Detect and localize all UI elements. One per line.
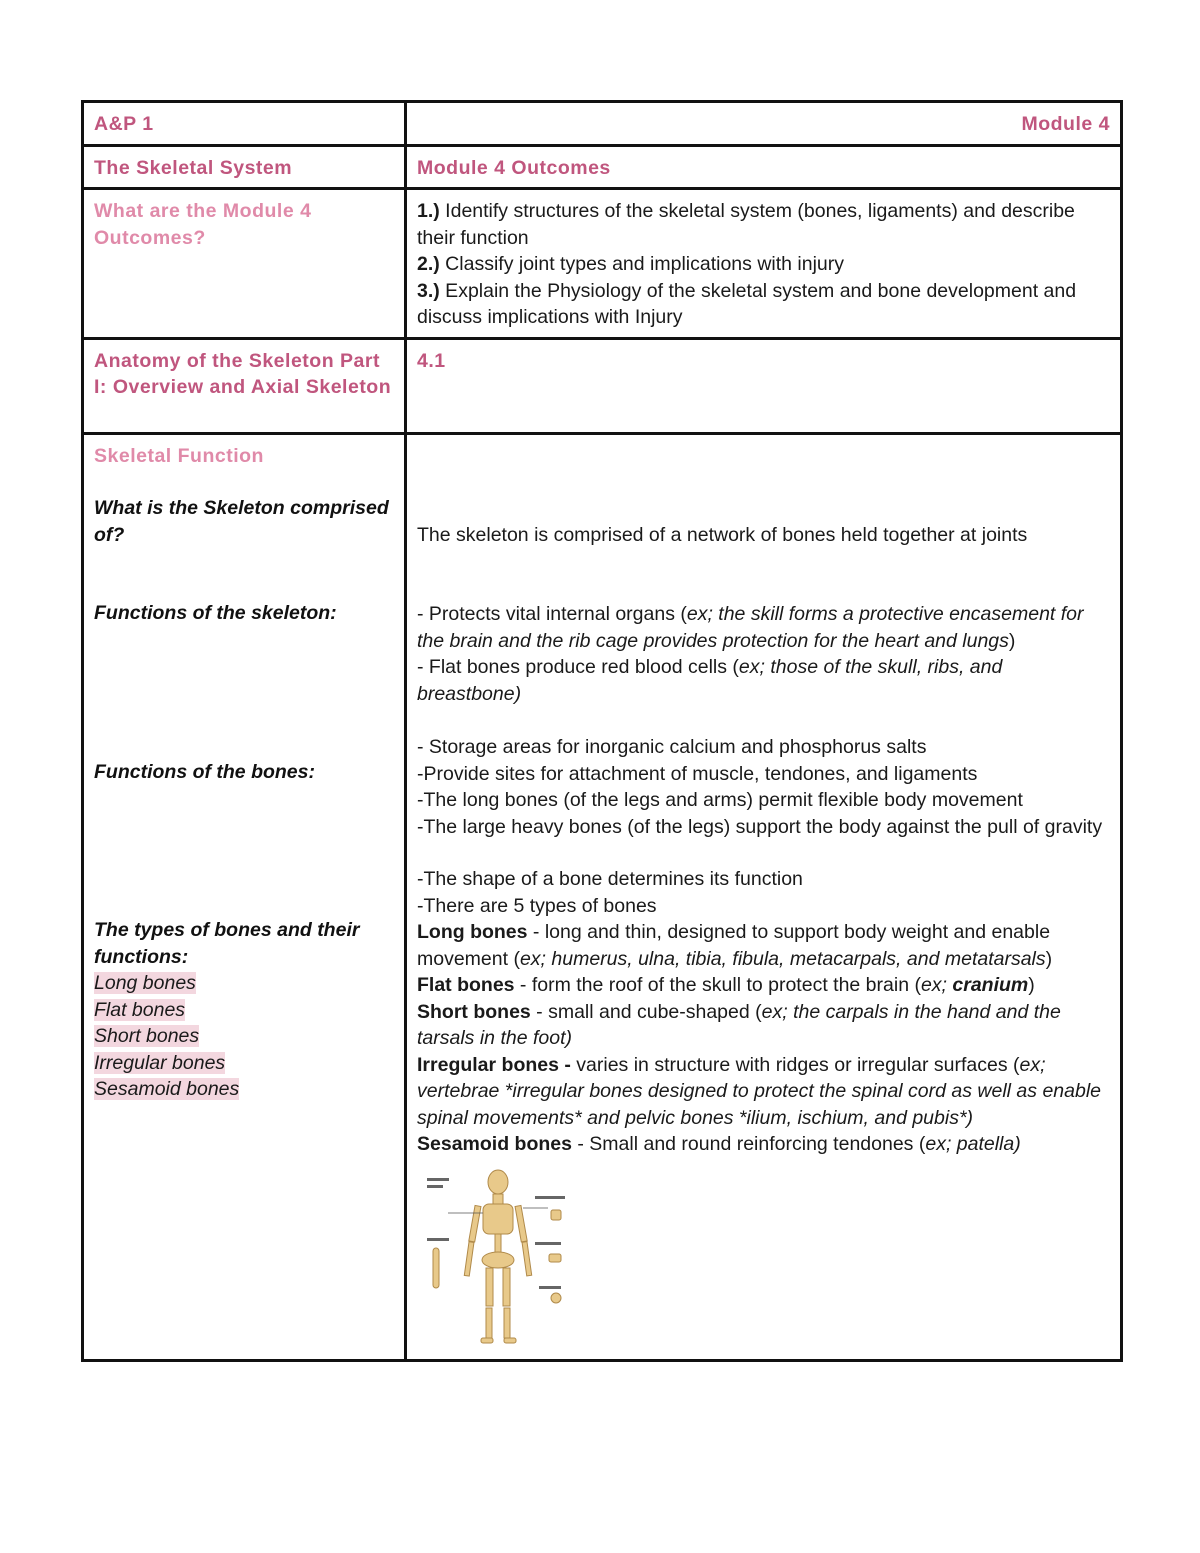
long-bones-desc: Long bones - long and thin, designed to support body weight and enable movement (ex; humerus, ulna, tibia, fibula, metacarpals, and metatarsals) <box>417 921 1053 970</box>
outcome-item: 3.) Explain the Physiology of the skeletal system and bone development and discuss implications with Injury <box>417 279 1077 328</box>
module-title: Module 4 <box>1021 113 1110 135</box>
header-row <box>83 102 1122 146</box>
question-comprised: What is the Skeleton comprised of? <box>94 497 389 546</box>
answer-bone-types: -The shape of a bone determines its function -There are 5 types of bones Long bones - long and thin, designed to support body weight and enable movement (ex; humerus, ulna, tibia, fibula, metacarpals, and metatarsals) Flat bones - form the roof of the skull to protect the brain (ex; cranium) Short bones - small and cube-shaped (ex; the carpals in the hand and the tarsals in the foot) Irregular bones - varies in structure with ridges or irregular surfaces (ex; vertebrae *irregular bones designed to protect the spinal cord as well as enable spinal movements* and pelvic bones *ilium, ischium, and pubis*) Sesamoid bones - Small and round reinforcing tendones (ex; patella) <box>417 866 1110 1158</box>
sesamoid-bones-desc: Sesamoid bones - Small and round reinforcing tendones (ex; patella) <box>417 1133 1021 1155</box>
outcomes-list <box>406 189 1122 339</box>
section-row <box>83 338 1122 433</box>
answers-column <box>406 433 1122 1361</box>
course-cell <box>83 102 406 146</box>
outcomes-question: What are the Module 4 Outcomes? <box>94 200 312 249</box>
bone-type-irregular: Irregular bones <box>94 1051 226 1074</box>
skeleton-diagram <box>423 1168 1110 1354</box>
outcome-item: 1.) Identify structures of the skeletal system (bones, ligaments) and describe their function <box>417 200 1075 249</box>
notes-table <box>81 100 1123 1362</box>
outcome-item: 2.) Classify joint types and implications with injury <box>417 253 845 275</box>
outcomes-title-row <box>83 145 1122 189</box>
bone-type-short: Short bones <box>94 1025 200 1047</box>
bone-type-long: Long bones <box>94 972 196 994</box>
topic-title: The Skeletal System <box>94 156 293 179</box>
function-heading: Skeletal Function <box>94 444 264 467</box>
irregular-bones-desc: Irregular bones - varies in structure with ridges or irregular surfaces (ex; vertebrae *irregular bones designed to protect the spinal cord as well as enable spinal movements* and pelvic bones *ilium, ischium, and pubis*) <box>417 1053 1101 1129</box>
question-bone-types: The types of bones and their functions: <box>94 919 360 968</box>
answer-bone-functions: - Storage areas for inorganic calcium and phosphorus salts -Provide sites for attachment of muscle, tendones, and ligaments -The long bones (of the legs and arms) permit flexible body movement -The large heavy bones (of the legs) support the body against the pull of gravity <box>417 736 1103 838</box>
flat-bones-desc: Flat bones - form the roof of the skull to protect the brain (ex; cranium) <box>417 974 1035 996</box>
short-bones-desc: Short bones - small and cube-shaped (ex; the carpals in the hand and the tarsals in the foot) <box>417 1000 1061 1049</box>
question-bone-functions: Functions of the bones: <box>94 760 315 783</box>
questions-column <box>83 433 406 1361</box>
bone-type-list <box>94 970 394 1103</box>
bone-type-sesamoid: Sesamoid bones <box>94 1078 240 1100</box>
section-number: 4.1 <box>417 349 446 372</box>
outcomes-row <box>83 189 1122 339</box>
module-cell <box>406 102 1122 146</box>
answer-comprised: The skeleton is comprised of a network of bones held together at joints <box>417 523 1028 546</box>
answer-skeleton-functions: - Protects vital internal organs (ex; the skill forms a protective encasement for the brain and the rib cage provides protection for the heart and lungs) - Flat bones produce red blood cells (ex; those of the skull, ribs, and breastbone) <box>417 603 1084 705</box>
course-title: A&P 1 <box>94 113 154 135</box>
function-row <box>83 433 1122 1361</box>
bone-type-flat: Flat bones <box>94 998 186 1021</box>
outcomes-heading: Module 4 Outcomes <box>417 156 611 179</box>
question-skeleton-functions: Functions of the skeleton: <box>94 602 337 624</box>
section-title: Anatomy of the Skeleton Part I: Overview and Axial Skeleton <box>94 349 392 398</box>
